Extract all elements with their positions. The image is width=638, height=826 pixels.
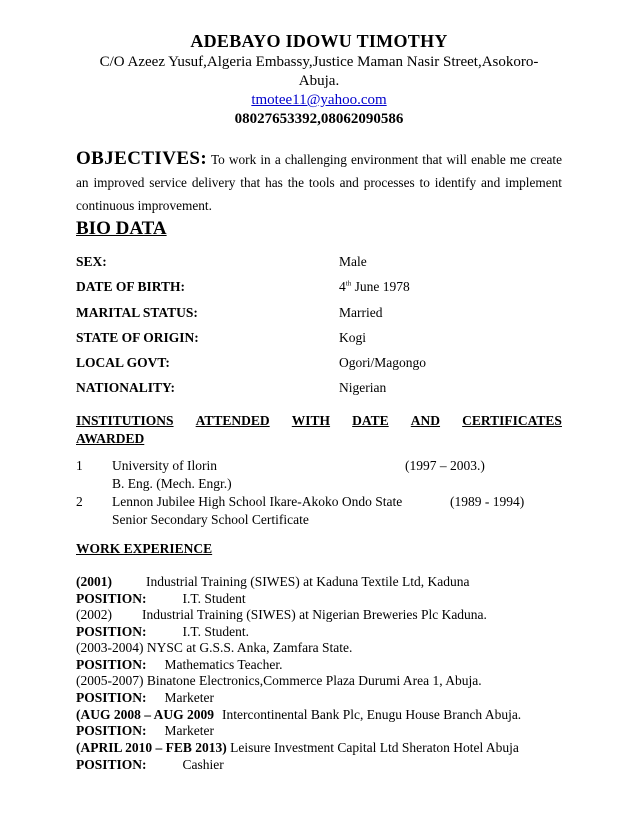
heading-word: WITH <box>291 413 331 428</box>
work-desc: Binatone Electronics,Commerce Plaza Durumi Area 1, Abuja. <box>146 673 482 688</box>
work-position <box>76 591 246 607</box>
email-link[interactable]: tmotee11@yahoo.com <box>251 92 387 108</box>
phone-numbers: 08027653392,08062090586 <box>234 111 404 127</box>
heading-word: ATTENDED <box>195 413 270 428</box>
edu-years: (1989 - 1994) <box>450 494 525 509</box>
bio-row-dob <box>76 279 562 299</box>
bio-row-sex <box>76 254 562 274</box>
position-value: Cashier <box>182 757 224 772</box>
position-value: Marketer <box>164 690 214 705</box>
position-value: Marketer <box>164 723 214 738</box>
bio-value: Nigerian <box>339 380 387 395</box>
bio-label: SEX: <box>76 254 107 269</box>
objectives-section <box>76 147 562 217</box>
work-entry <box>76 607 487 623</box>
work-desc: Industrial Training (SIWES) at Kaduna Textile Ltd, Kaduna <box>146 574 470 589</box>
bio-label: DATE OF BIRTH: <box>76 279 186 294</box>
bio-value: Married <box>339 305 383 320</box>
heading-word: DATE <box>352 413 389 428</box>
position-label: POSITION: <box>76 757 147 772</box>
edu-school: Lennon Jubilee High School Ikare-Akoko Ondo State <box>112 494 403 509</box>
institutions-heading <box>76 412 562 448</box>
candidate-name: ADEBAYO IDOWU TIMOTHY <box>190 31 448 51</box>
dob-rest: June 1978 <box>351 279 410 294</box>
bio-value: Kogi <box>339 330 366 345</box>
bio-label: NATIONALITY: <box>76 380 176 395</box>
position-label: POSITION: <box>76 591 147 606</box>
edu-number: 1 <box>76 458 83 473</box>
bio-value <box>339 279 410 295</box>
work-experience-heading: WORK EXPERIENCE <box>76 541 213 556</box>
work-period: (2005-2007) <box>76 673 144 688</box>
work-position <box>76 757 224 773</box>
position-label: POSITION: <box>76 690 147 705</box>
position-value: I.T. Student <box>182 591 246 606</box>
bio-row-local-govt <box>76 355 562 375</box>
bio-row-nationality <box>76 380 562 400</box>
position-label: POSITION: <box>76 657 147 672</box>
work-desc: Leisure Investment Capital Ltd Sheraton Hotel Abuja <box>230 740 519 755</box>
heading-line-2: AWARDED <box>76 431 145 446</box>
work-desc: Industrial Training (SIWES) at Nigerian Breweries Plc Kaduna. <box>142 607 487 622</box>
position-value: I.T. Student. <box>182 624 250 639</box>
work-entry <box>76 740 519 756</box>
address-line-1: C/O Azeez Yusuf,Algeria Embassy,Justice Maman Nasir Street,Asokoro- <box>99 54 539 70</box>
position-label: POSITION: <box>76 723 147 738</box>
work-position <box>76 624 249 640</box>
address <box>76 53 562 91</box>
work-entry <box>76 574 470 590</box>
work-desc: Intercontinental Bank Plc, Enugu House Branch Abuja. <box>222 707 522 722</box>
work-position <box>76 690 214 706</box>
work-period: (AUG 2008 – AUG 2009 <box>76 707 214 722</box>
work-period: (2002) <box>76 607 112 622</box>
heading-word: INSTITUTIONS <box>76 413 174 428</box>
work-period: (APRIL 2010 – FEB 2013) <box>76 740 227 755</box>
heading-word: AND <box>410 413 441 428</box>
edu-number: 2 <box>76 494 83 509</box>
work-entry <box>76 707 521 723</box>
edu-certificate: B. Eng. (Mech. Engr.) <box>112 476 232 491</box>
edu-school: University of Ilorin <box>112 458 217 473</box>
bio-value: Ogori/Magongo <box>339 355 426 370</box>
objectives-text: To work in a challenging environment that will enable me create an improved service delivery that has the tools and processes to identify and implement continuous improvement. <box>76 152 562 213</box>
work-position <box>76 723 214 739</box>
work-desc: NYSC at G.S.S. Anka, Zamfara State. <box>146 640 353 655</box>
work-entry <box>76 640 352 656</box>
work-entry <box>76 673 482 689</box>
bio-row-state-of-origin <box>76 330 562 350</box>
objectives-heading: OBJECTIVES: <box>76 148 208 169</box>
bio-row-marital-status <box>76 305 562 325</box>
edu-years: (1997 – 2003.) <box>405 458 485 473</box>
bio-value: Male <box>339 254 367 269</box>
heading-word: CERTIFICATES <box>462 413 562 428</box>
bio-label: MARITAL STATUS: <box>76 305 198 320</box>
work-position <box>76 657 283 673</box>
address-line-2: Abuja. <box>298 73 340 89</box>
position-value: Mathematics Teacher. <box>164 657 283 672</box>
position-label: POSITION: <box>76 624 147 639</box>
bio-data-heading: BIO DATA <box>76 218 167 239</box>
dob-suffix: th <box>345 279 352 288</box>
dob-day: 4 <box>339 279 346 294</box>
edu-certificate: Senior Secondary School Certificate <box>112 512 309 527</box>
work-period: (2003-2004) <box>76 640 144 655</box>
work-period: (2001) <box>76 574 112 589</box>
bio-label: STATE OF ORIGIN: <box>76 330 199 345</box>
bio-label: LOCAL GOVT: <box>76 355 170 370</box>
